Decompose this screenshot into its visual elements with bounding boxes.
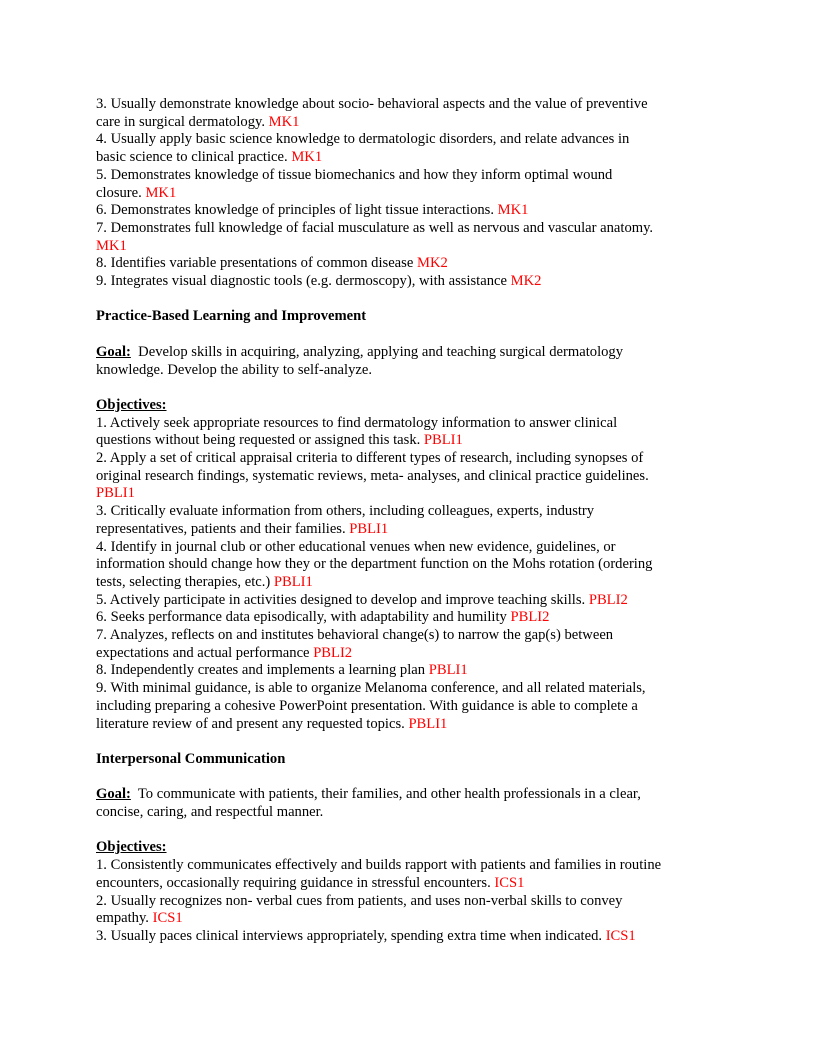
objective-text: 5. Demonstrates knowledge of tissue biomechanics and how they inform optimal wound xyxy=(96,166,613,183)
objective-line xyxy=(96,716,724,734)
objective-line xyxy=(96,574,724,592)
objective-line xyxy=(96,131,724,149)
competency-code: MK1 xyxy=(291,149,323,166)
goal-text: knowledge. Develop the ability to self-analyze. xyxy=(96,361,372,378)
spacer xyxy=(96,379,724,397)
objective-text: 6. Demonstrates knowledge of principles of light tissue interactions. xyxy=(96,202,495,219)
objective-text: tests, selecting therapies, etc.) xyxy=(96,573,271,590)
objective-line xyxy=(96,680,724,698)
objective-line xyxy=(96,857,724,875)
medical-knowledge-list xyxy=(96,96,724,291)
objective-item xyxy=(96,609,724,627)
objective-item xyxy=(96,592,724,610)
objective-text: 8. Independently creates and implements a learning plan xyxy=(96,662,426,679)
goal-text: To communicate with patients, their families, and other health professionals in a clear, xyxy=(130,786,641,803)
objective-line xyxy=(96,875,724,893)
objective-text: representatives, patients and their families. xyxy=(96,520,346,537)
competency-code: PBLI1 xyxy=(273,573,313,590)
competency-code: PBLI1 xyxy=(349,520,389,537)
objectives-label: Objectives: xyxy=(96,839,167,856)
objective-item xyxy=(96,893,724,928)
goal-label: Goal: xyxy=(96,343,131,360)
competency-code: PBLI1 xyxy=(423,432,463,449)
competency-code: MK2 xyxy=(416,255,448,272)
objective-item xyxy=(96,503,724,538)
goal-text: Develop skills in acquiring, analyzing, applying and teaching surgical dermatology xyxy=(130,343,624,360)
objective-text: 3. Usually paces clinical interviews appropriately, spending extra time when indicated. xyxy=(96,927,603,944)
objective-line xyxy=(96,928,724,946)
objective-text: 5. Actively participate in activities designed to develop and improve teaching skills. xyxy=(96,591,586,608)
objective-line xyxy=(96,450,724,468)
objective-text: 4. Usually apply basic science knowledge to dermatologic disorders, and relate advances in xyxy=(96,131,630,148)
objective-text: 1. Consistently communicates effectively and builds rapport with patients and families in routine xyxy=(96,857,662,874)
goal-text: concise, caring, and respectful manner. xyxy=(96,804,324,821)
objective-line xyxy=(96,485,724,503)
competency-code: ICS1 xyxy=(605,927,636,944)
competency-code: MK1 xyxy=(268,113,300,130)
objective-item xyxy=(96,220,724,255)
objective-line xyxy=(96,185,724,203)
competency-code: MK1 xyxy=(96,237,127,254)
objective-text: basic science to clinical practice. xyxy=(96,149,288,166)
objective-item xyxy=(96,450,724,503)
objective-line xyxy=(96,662,724,680)
objective-text: 3. Usually demonstrate knowledge about socio- behavioral aspects and the value of preventive xyxy=(96,96,648,112)
spacer xyxy=(96,769,724,787)
spacer xyxy=(96,291,724,309)
document-page xyxy=(96,96,724,946)
competency-code: PBLI2 xyxy=(510,609,550,626)
spacer xyxy=(96,326,724,344)
objective-item xyxy=(96,96,724,131)
section-heading-ics: Interpersonal Communication xyxy=(96,750,286,767)
objective-text: 2. Usually recognizes non- verbal cues from patients, and uses non-verbal skills to convey xyxy=(96,892,623,909)
pbli-objectives-list xyxy=(96,415,724,734)
objective-text: 8. Identifies variable presentations of common disease xyxy=(96,255,414,272)
objective-text: 9. Integrates visual diagnostic tools (e.g. dermoscopy), with assistance xyxy=(96,273,507,290)
objective-item xyxy=(96,539,724,592)
objective-line xyxy=(96,645,724,663)
objective-text: literature review of and present any requested topics. xyxy=(96,715,405,732)
goal-label: Goal: xyxy=(96,786,131,803)
objective-line xyxy=(96,238,724,256)
objective-text: including preparing a cohesive PowerPoint presentation. With guidance is able to complete a xyxy=(96,697,638,714)
objective-line xyxy=(96,114,724,132)
objective-line xyxy=(96,468,724,486)
objective-text: original research findings, systematic reviews, meta- analyses, and clinical practice guidelines. xyxy=(96,467,649,484)
pbli-goal xyxy=(96,344,724,379)
competency-code: PBLI2 xyxy=(313,644,353,661)
objective-item xyxy=(96,131,724,166)
objective-line xyxy=(96,432,724,450)
objective-item xyxy=(96,928,724,946)
objective-line xyxy=(96,167,724,185)
competency-code: ICS1 xyxy=(152,910,183,927)
competency-code: PBLI1 xyxy=(96,485,135,502)
competency-code: MK1 xyxy=(145,184,177,201)
objective-line xyxy=(96,255,724,273)
objective-text: information should change how they or the department function on the Mohs rotation (ordering xyxy=(96,556,653,573)
competency-code: PBLI2 xyxy=(588,591,628,608)
competency-code: PBLI1 xyxy=(408,715,448,732)
objective-text: care in surgical dermatology. xyxy=(96,113,265,130)
objective-item xyxy=(96,255,724,273)
section-heading-pbli: Practice-Based Learning and Improvement xyxy=(96,308,367,325)
spacer xyxy=(96,822,724,840)
competency-code: PBLI1 xyxy=(428,662,468,679)
ics-goal xyxy=(96,786,724,821)
objective-text: 9. With minimal guidance, is able to organize Melanoma conference, and all related materials, xyxy=(96,680,646,697)
objective-text: 1. Actively seek appropriate resources to find dermatology information to answer clinical xyxy=(96,414,618,431)
objective-item xyxy=(96,415,724,450)
objective-text: closure. xyxy=(96,184,142,201)
objective-line xyxy=(96,96,724,114)
objective-line xyxy=(96,503,724,521)
objective-line xyxy=(96,415,724,433)
objective-text: 4. Identify in journal club or other educational venues when new evidence, guidelines, or xyxy=(96,538,616,555)
objective-text: 7. Analyzes, reflects on and institutes behavioral change(s) to narrow the gap(s) between xyxy=(96,627,614,644)
objective-text: questions without being requested or assigned this task. xyxy=(96,432,421,449)
objective-line xyxy=(96,893,724,911)
objective-text: expectations and actual performance xyxy=(96,644,310,661)
objective-item xyxy=(96,167,724,202)
objective-line xyxy=(96,539,724,557)
objectives-label: Objectives: xyxy=(96,396,167,413)
competency-code: MK2 xyxy=(510,273,542,290)
objective-item xyxy=(96,627,724,662)
objective-line xyxy=(96,592,724,610)
objective-line xyxy=(96,698,724,716)
objective-line xyxy=(96,609,724,627)
objective-text: empathy. xyxy=(96,910,149,927)
objective-line xyxy=(96,220,724,238)
objective-text: 3. Critically evaluate information from others, including colleagues, experts, industry xyxy=(96,503,595,520)
objective-item xyxy=(96,680,724,733)
objective-item xyxy=(96,273,724,291)
ics-objectives-list xyxy=(96,857,724,946)
objective-line xyxy=(96,202,724,220)
objective-line xyxy=(96,627,724,645)
objective-text: 6. Seeks performance data episodically, with adaptability and humility xyxy=(96,609,507,626)
competency-code: ICS1 xyxy=(494,874,525,891)
objective-line xyxy=(96,521,724,539)
objective-line xyxy=(96,556,724,574)
competency-code: MK1 xyxy=(497,202,529,219)
objective-text: encounters, occasionally requiring guidance in stressful encounters. xyxy=(96,874,491,891)
objective-text: 7. Demonstrates full knowledge of facial musculature as well as nervous and vascular anatomy. xyxy=(96,219,654,236)
objective-item xyxy=(96,202,724,220)
objective-line xyxy=(96,273,724,291)
objective-item xyxy=(96,662,724,680)
objective-item xyxy=(96,857,724,892)
objective-text: 2. Apply a set of critical appraisal criteria to different types of research, including synopses of xyxy=(96,450,644,467)
spacer xyxy=(96,733,724,751)
objective-line xyxy=(96,149,724,167)
objective-line xyxy=(96,910,724,928)
